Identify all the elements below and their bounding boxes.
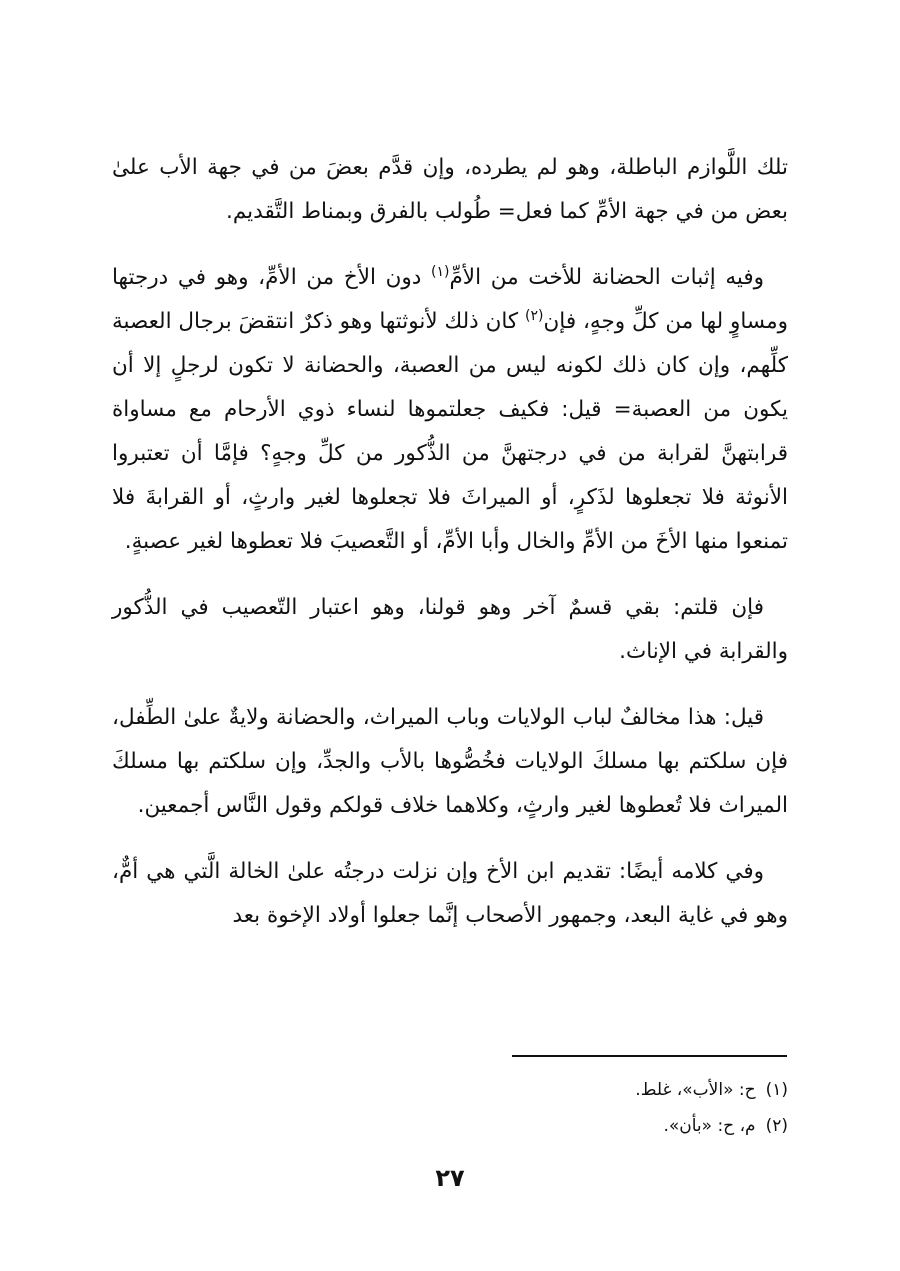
footnote-1 bbox=[112, 1072, 788, 1108]
main-text bbox=[112, 146, 788, 960]
paragraph-2-part-3: كان ذلك لأنوثتها وهو ذكرٌ انتقضَ برجال العصبة كلِّهم، وإن كان ذلك لكونه ليس من العصبة، والحضانة لا تكون لرجلٍ إلا أن يكون من العصبة= قيل: فكيف جعلتموها لنساء ذوي الأرحام مع مساواة قرابتهنَّ لقرابة من في درجتهنَّ من الذُّكور من كلِّ وجهٍ؟ فإمَّا أن تعتبروا الأنوثة فلا تجعلوها لذَكرٍ، أو الميراثَ فلا تجعلوها لغير وارثٍ، أو القرابةَ فلا تمنعوا منها الأخَ من الأمِّ والخال وأبا الأمِّ، أو التَّعصيبَ فلا تعطوها لغير عصبةٍ. bbox=[112, 309, 788, 554]
footnote-separator bbox=[512, 1055, 787, 1057]
paragraph-3: فإن قلتم: بقي قسمٌ آخر وهو قولنا، وهو اعتبار التّعصيب في الذُّكور والقرابة في الإناث. bbox=[112, 595, 788, 664]
footnotes bbox=[112, 1072, 788, 1144]
footnote-number: (٢) bbox=[765, 1116, 788, 1136]
footnote-ref-1: (١) bbox=[431, 263, 450, 280]
paragraph-2-part-1: وفيه إثبات الحضانة للأخت من الأمِّ bbox=[449, 265, 764, 290]
paragraph-5: وفي كلامه أيضًا: تقديم ابن الأخ وإن نزلت درجتُه علىٰ الخالة الَّتي هي أمٌّ، وهو في غاية البعد، وجمهور الأصحاب إنَّما جعلوا أولاد الإخوة بعد bbox=[112, 859, 788, 928]
paragraph-4: قيل: هذا مخالفٌ لباب الولايات وباب الميراث، والحضانة ولايةٌ علىٰ الطِّفل، فإن سلكتم بها مسلكَ الولايات فخُصُّوها بالأب والجدِّ، وإن سلكتم بها مسلكَ الميراث فلا تُعطوها لغير وارثٍ، وكلاهما خلاف قولكم وقول النَّاس أجمعين. bbox=[112, 705, 788, 818]
footnote-number: (١) bbox=[765, 1080, 788, 1100]
paragraph-2 bbox=[112, 256, 788, 564]
paragraph-2-part-2: دون الأخ من الأمِّ، وهو في درجتها ومساوٍ لها من كلِّ وجهٍ، فإن bbox=[112, 265, 788, 334]
paragraph-1: تلك اللَّوازم الباطلة، وهو لم يطرده، وإن قدَّم بعضَ من في جهة الأب علىٰ بعض من في جهة الأمِّ كما فعل= طُولب بالفرق وبمناط التَّقديم. bbox=[112, 155, 788, 224]
footnote-text: ح: «الأب»، غلط. bbox=[635, 1080, 756, 1100]
footnote-ref-2: (٢) bbox=[525, 307, 544, 324]
footnote-text: م، ح: «بأن». bbox=[663, 1116, 756, 1136]
page-number: ٢٧ bbox=[435, 1164, 465, 1192]
footnote-2 bbox=[112, 1108, 788, 1144]
